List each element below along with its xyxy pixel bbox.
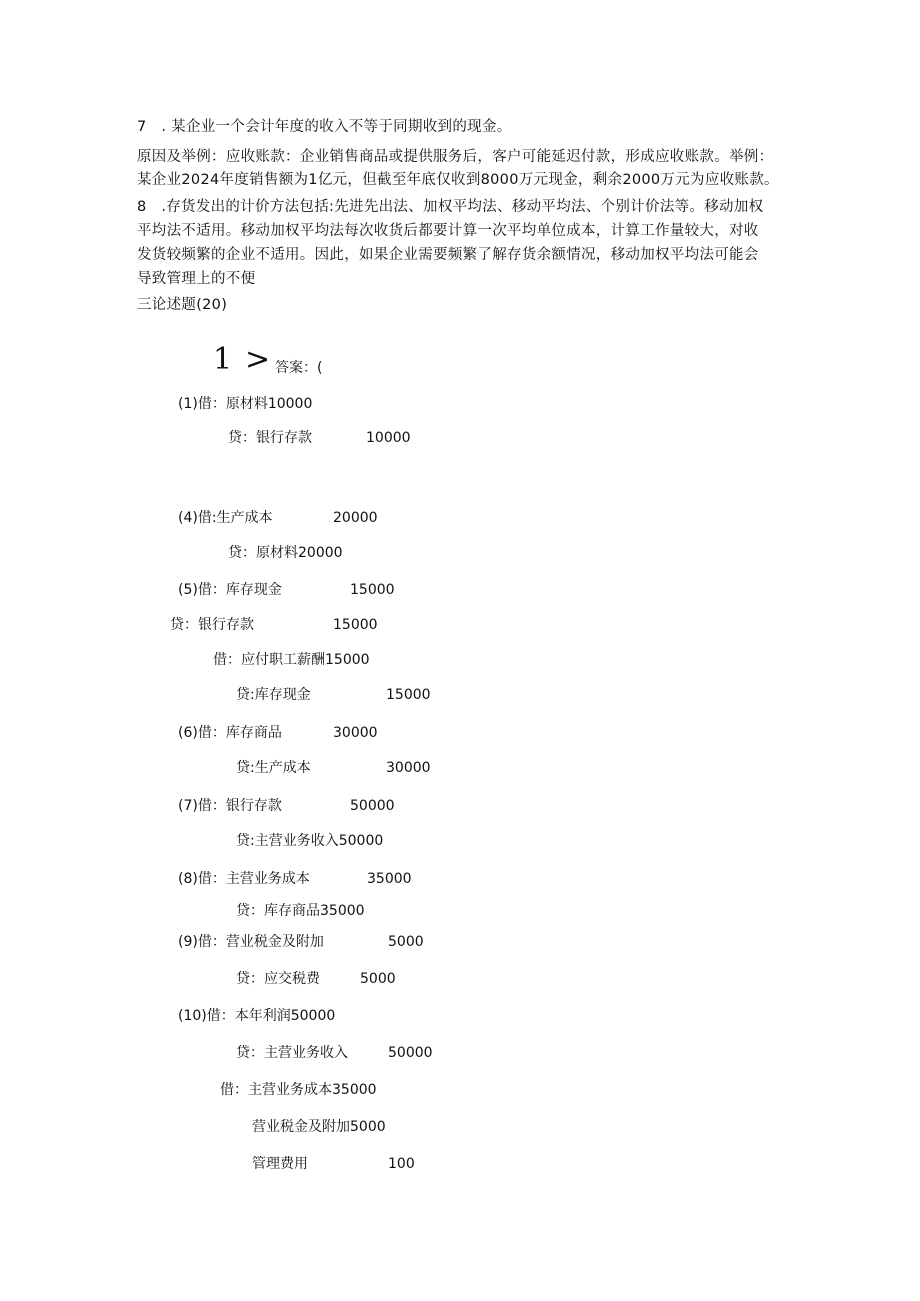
section-title: 三论述题(20) (137, 297, 228, 313)
question-8-line: 平均法不适用。移动加权平均法每次收货后都要计算一次平均单位成本，计算工作量较大，对收 (137, 223, 759, 239)
question-7-answer-line: 原因及举例：应收账款：企业销售商品或提供服务后，客户可能延迟付款，形成应收账款。举例： (137, 149, 774, 165)
question-7-answer-line: 某企业2024年度销售额为1亿元，但截至年底仅收到8000万元现金，剩余2000万元为应收账款。 (137, 172, 779, 188)
entry-text: (9)借：营业税金及附加 (178, 934, 324, 950)
entry-text: 营业税金及附加5000 (252, 1119, 386, 1135)
entry-amount: 50000 (388, 1045, 433, 1061)
entry-amount: 30000 (386, 760, 431, 776)
entry-text: (10)借：本年利润50000 (178, 1008, 336, 1024)
entry-text: 贷:生产成本 (236, 760, 311, 776)
entry-text: 管理费用 (252, 1156, 308, 1172)
answer-arrow: > (245, 342, 271, 377)
entry-text: 借：应付职工薪酬15000 (213, 652, 370, 668)
entry-amount: 15000 (333, 617, 378, 633)
answer-number: 1 (213, 342, 233, 377)
entry-amount: 15000 (350, 582, 395, 598)
entry-amount: 50000 (350, 798, 395, 814)
entry-amount: 10000 (366, 430, 411, 446)
entry-amount: 20000 (333, 510, 378, 526)
entry-text: 借：主营业务成本35000 (220, 1082, 377, 1098)
entry-amount: 5000 (388, 934, 424, 950)
entry-text: 贷：原材料20000 (228, 545, 343, 561)
entry-text: 贷:主营业务收入50000 (236, 833, 384, 849)
entry-text: (1)借：原材料10000 (178, 396, 313, 412)
entry-text: (7)借：银行存款 (178, 798, 282, 814)
question-8-line: 8 .存货发出的计价方法包括:先进先出法、加权平均法、移动平均法、个别计价法等。移动加权 (137, 199, 764, 215)
question-8-line: 发货较频繁的企业不适用。因此，如果企业需要频繁了解存货余额情况，移动加权平均法可能会 (137, 247, 759, 263)
question-8-line: 导致管理上的不便 (137, 271, 256, 287)
entry-text: 贷：主营业务收入 (236, 1045, 348, 1061)
entry-text: 贷：应交税费 (236, 971, 320, 987)
answer-label: 答案：( (275, 360, 323, 376)
entry-text: 贷：银行存款 (170, 617, 254, 633)
question-7-title: 7 . 某企业一个会计年度的收入不等于同期收到的现金。 (137, 119, 512, 135)
entry-text: (4)借:生产成本 (178, 510, 273, 526)
entry-text: 贷：银行存款 (228, 430, 312, 446)
entry-text: (5)借：库存现金 (178, 582, 282, 598)
entry-amount: 35000 (367, 871, 412, 887)
entry-text: (8)借：主营业务成本 (178, 871, 310, 887)
entry-text: 贷：库存商品35000 (236, 903, 365, 919)
entry-amount: 100 (388, 1156, 415, 1172)
entry-amount: 15000 (386, 687, 431, 703)
entry-text: 贷:库存现金 (236, 687, 311, 703)
entry-amount: 5000 (360, 971, 396, 987)
entry-amount: 30000 (333, 725, 378, 741)
entry-text: (6)借：库存商品 (178, 725, 282, 741)
